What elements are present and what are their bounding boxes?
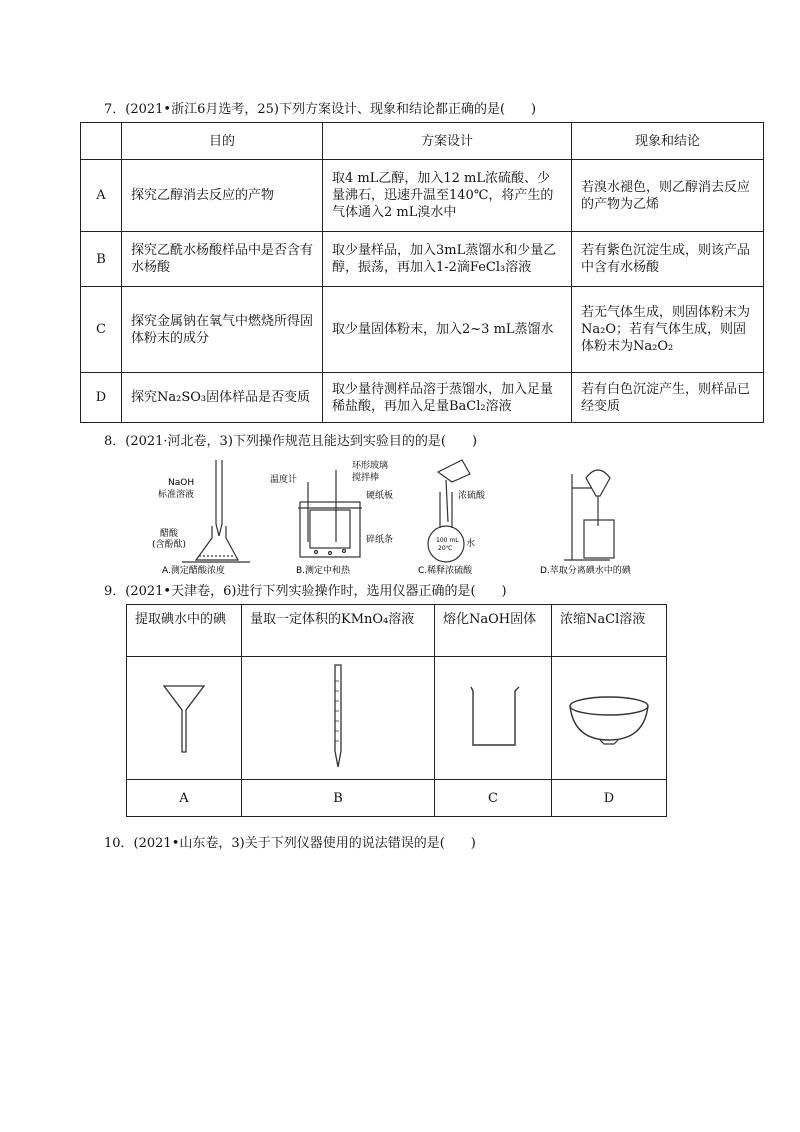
design-cell: 取少量样品，加入3mL蒸馏水和少量乙醇，振荡，再加入1-2滴FeCl₃溶液 (323, 232, 572, 287)
answer-label: C (435, 780, 552, 817)
table-row (127, 657, 667, 780)
table-header: 提取碘水中的碘 (127, 605, 242, 657)
table-header: 浓缩NaCl溶液 (552, 605, 667, 657)
table-header: 熔化NaOH固体 (435, 605, 552, 657)
fig-b-caption: B.测定中和热 (296, 566, 351, 574)
question-9-stem: 9．(2021•天津卷，6)进行下列实验操作时，选用仪器正确的是( ) (104, 584, 507, 599)
question-7-stem: 7．(2021•浙江6月选考，25)下列方案设计、现象和结论都正确的是( ) (104, 102, 537, 117)
option-label: A (81, 160, 122, 232)
answer-label: D (552, 780, 667, 817)
result-cell: 若无气体生成，则固体粉末为Na₂O；若有气体生成，则固体粉末为Na₂O₂ (572, 287, 764, 373)
instrument-cell (242, 657, 435, 780)
fig-a-label: 标准溶液 (158, 490, 195, 500)
question-10-stem: 10．(2021•山东卷，3)关于下列仪器使用的说法错误的是( ) (104, 836, 476, 851)
question-8-stem: 8．(2021·河北卷，3)下列操作规范且能达到实验目的的是( ) (104, 434, 478, 449)
option-label: C (81, 287, 122, 373)
design-cell: 取少量固体粉末，加入2~3 mL蒸馏水 (323, 287, 572, 373)
table-header: 方案设计 (323, 123, 572, 160)
purpose-cell: 探究乙醇消去反应的产物 (122, 160, 323, 232)
answer-label: A (127, 780, 242, 817)
answer-label: B (242, 780, 435, 817)
fig-b-label: 温度计 (270, 475, 298, 485)
option-label: B (81, 232, 122, 287)
table-header: 现象和结论 (572, 123, 764, 160)
table-header: 目的 (122, 123, 323, 160)
fig-b-label: 环形玻璃 (352, 461, 389, 471)
instrument-cell (552, 657, 667, 780)
table-row (81, 160, 764, 232)
design-cell: 取4 mL乙醇，加入12 mL浓硫酸、少量沸石，迅速升温至140℃，将产生的气体通入2 mL溴水中 (323, 160, 572, 232)
table-header: 量取一定体积的KMnO₄溶液 (242, 605, 435, 657)
design-cell: 取少量待测样品溶于蒸馏水，加入足量稀盐酸，再加入足量BaCl₂溶液 (323, 373, 572, 423)
fig-c-label: 水 (466, 539, 476, 549)
fig-a-label: (含酚酞) (152, 540, 187, 550)
fig-c-label: 浓硫酸 (458, 491, 486, 501)
table-row (81, 232, 764, 287)
instrument-cell (127, 657, 242, 780)
result-cell: 若有白色沉淀产生，则样品已经变质 (572, 373, 764, 423)
table-header (81, 123, 122, 160)
result-cell: 若溴水褪色，则乙醇消去反应的产物为乙烯 (572, 160, 764, 232)
purpose-cell: 探究Na₂SO₃固体样品是否变质 (122, 373, 323, 423)
purpose-cell: 探究乙酰水杨酸样品中是否含有水杨酸 (122, 232, 323, 287)
question-8-figures (140, 452, 650, 574)
table-row (81, 287, 764, 373)
instrument-cell (435, 657, 552, 780)
fig-a-label: 醋酸 (160, 529, 179, 539)
option-label: D (81, 373, 122, 423)
fig-b-label: 硬纸板 (366, 491, 394, 501)
evaporating-dish-icon (564, 686, 654, 746)
table-header-row (81, 123, 764, 160)
beaker-icon (463, 681, 523, 751)
calorimeter-figure (298, 470, 362, 557)
purpose-cell: 探究金属钠在氧气中燃烧所得固体粉末的成分 (122, 287, 323, 373)
question-7-table (80, 122, 764, 423)
fig-c-flask-label: 20℃ (438, 545, 453, 552)
result-cell: 若有紫色沉淀生成，则该产品中含有水杨酸 (572, 232, 764, 287)
funnel-icon (159, 676, 209, 756)
titration-figure (182, 460, 250, 562)
table-header-row (127, 605, 667, 657)
question-9-table (126, 604, 667, 817)
fig-a-label: NaOH (168, 478, 195, 488)
fig-b-label: 搅拌棒 (352, 473, 380, 483)
table-row (127, 780, 667, 817)
fig-d-caption: D.萃取分离碘水中的碘 (540, 566, 631, 574)
pipette-icon (323, 661, 353, 771)
separatory-funnel-figure (564, 470, 614, 560)
table-row (81, 373, 764, 423)
fig-c-caption: C.稀释浓硫酸 (418, 566, 473, 574)
fig-a-caption: A.测定醋酸浓度 (162, 566, 225, 574)
fig-c-flask-label: 100 mL (436, 537, 459, 544)
fig-b-label: 碎纸条 (366, 535, 394, 545)
